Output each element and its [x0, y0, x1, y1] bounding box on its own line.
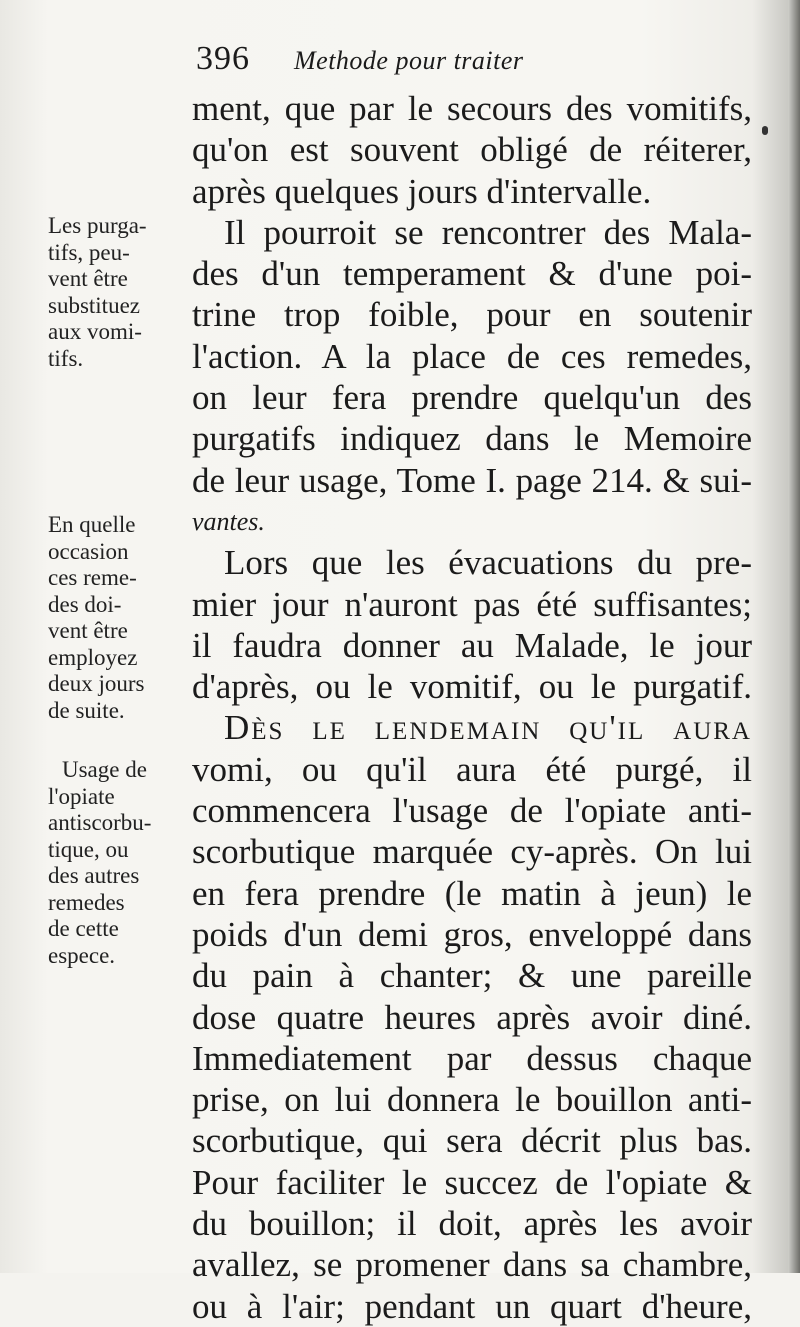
body-line: vantes.: [192, 506, 265, 536]
body-line: Pour faciliter le succez de l'opiate &: [192, 1162, 752, 1202]
body-line: l'action. A la place de ces remedes,: [192, 336, 752, 376]
body-line: on leur fera prendre quelqu'un des: [192, 378, 752, 418]
body-line: en fera prendre (le matin à jeun) le: [192, 873, 752, 913]
body-line: ment, que par le secours des vomitifs,: [192, 89, 752, 128]
body-line: Immediatement par dessus chaque: [192, 1038, 752, 1078]
body-line: des d'un temperament & d'une poi-: [192, 254, 752, 294]
margin-note-line: En quelle: [48, 512, 136, 537]
page-number: 396: [196, 40, 250, 77]
margin-note-line: employez: [48, 644, 138, 670]
body-line: avallez, se promener dans sa chambre,: [192, 1245, 752, 1285]
body-line: du pain à chanter; & une pareille: [192, 956, 752, 996]
margin-note-purgatifs: [48, 213, 188, 372]
body-line: purgatifs indiquez dans le Memoire: [192, 419, 752, 459]
body-line: il faudra donner au Malade, le jour: [192, 625, 752, 665]
margin-note-line: antiscorbu-: [48, 810, 152, 835]
margin-note-line: vent être: [48, 266, 128, 291]
body-line: du bouillon; il doit, après les avoir: [192, 1204, 752, 1244]
body-line: d'après, ou le vomitif, ou le purgatif.: [192, 667, 752, 707]
margin-note-line: ces reme-: [48, 565, 137, 590]
body-line: trine trop foible, pour en soutenir: [192, 295, 752, 335]
margin-note-line: deux jours: [48, 671, 145, 696]
margin-note-line: de cette: [48, 916, 119, 941]
body-line: de leur usage, Tome I. page 214. & sui-: [192, 460, 752, 500]
margin-note-line: l'opiate: [48, 783, 115, 809]
margin-note-line: substituez: [48, 292, 140, 318]
body-line: Dès le lendemain qu'il aura: [224, 708, 752, 748]
body-line: mier jour n'auront pas été suffisantes;: [192, 584, 752, 624]
margin-note-line: Les purga-: [48, 213, 147, 238]
body-line: prise, on lui donnera le bouillon anti-: [192, 1080, 752, 1120]
body-line: dose quatre heures après avoir diné.: [192, 997, 752, 1037]
body-line: qu'on est souvent obligé de réiterer,: [192, 130, 752, 170]
page-edge-shadow: [788, 0, 800, 1273]
ink-speck: [762, 126, 768, 135]
margin-note-line: de suite.: [48, 697, 125, 723]
margin-note-opiate: [48, 757, 188, 969]
body-line: après quelques jours d'intervalle.: [192, 171, 652, 211]
margin-note-line: Usage de: [62, 757, 147, 782]
body-line: commencera l'usage de l'opiate anti-: [192, 791, 752, 831]
margin-note-line: tifs, peu-: [48, 239, 130, 265]
margin-note-line: des autres: [48, 863, 140, 888]
body-line: ou à l'air; pendant un quart d'heure,: [192, 1286, 752, 1326]
page-header: [196, 40, 756, 90]
running-head: Methode pour traiter: [294, 46, 524, 75]
body-line: poids d'un demi gros, enveloppé dans: [192, 914, 752, 954]
body-text: [192, 88, 752, 1327]
margin-note-line: remedes: [48, 889, 125, 915]
margin-note-line: vent être: [48, 618, 128, 643]
margin-note-line: tique, ou: [48, 836, 129, 862]
margin-note-line: aux vomi-: [48, 319, 142, 344]
body-line: Il pourroit se rencontrer des Mala-: [224, 212, 752, 252]
margin-note-occasion: [48, 512, 188, 724]
margin-note-line: occasion: [48, 538, 129, 564]
body-line: vomi, ou qu'il aura été purgé, il: [192, 749, 752, 789]
margin-note-line: espece.: [48, 942, 116, 968]
body-line: scorbutique, qui sera décrit plus bas.: [192, 1121, 752, 1161]
body-line: Lors que les évacuations du pre-: [224, 543, 752, 583]
margin-note-line: tifs.: [48, 345, 84, 371]
body-line: scorbutique marquée cy-après. On lui: [192, 832, 752, 872]
margin-note-line: des doi-: [48, 591, 122, 617]
